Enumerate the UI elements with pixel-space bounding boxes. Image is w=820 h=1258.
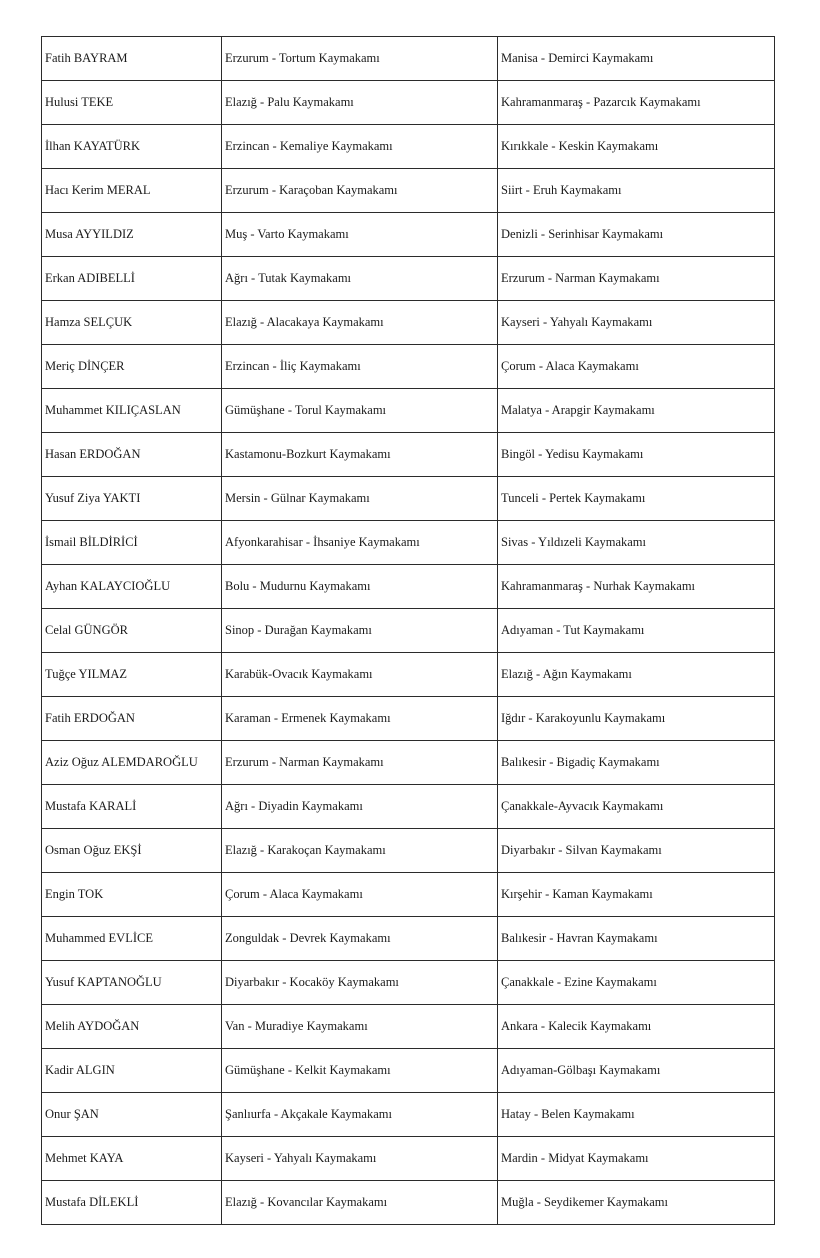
person-name-cell: Fatih ERDOĞAN xyxy=(42,697,222,741)
current-post-cell: Zonguldak - Devrek Kaymakamı xyxy=(222,917,498,961)
person-name-cell: Engin TOK xyxy=(42,873,222,917)
table-row xyxy=(42,653,775,697)
table-row xyxy=(42,81,775,125)
new-post-cell: Ankara - Kalecik Kaymakamı xyxy=(498,1005,775,1049)
new-post-cell: Kayseri - Yahyalı Kaymakamı xyxy=(498,301,775,345)
person-name-cell: Mustafa KARALİ xyxy=(42,785,222,829)
table-row xyxy=(42,521,775,565)
new-post-cell: Hatay - Belen Kaymakamı xyxy=(498,1093,775,1137)
table-row xyxy=(42,785,775,829)
current-post-cell: Çorum - Alaca Kaymakamı xyxy=(222,873,498,917)
person-name-cell: Kadir ALGIN xyxy=(42,1049,222,1093)
new-post-cell: Çorum - Alaca Kaymakamı xyxy=(498,345,775,389)
person-name-cell: Melih AYDOĞAN xyxy=(42,1005,222,1049)
person-name-cell: Aziz Oğuz ALEMDAROĞLU xyxy=(42,741,222,785)
table-row xyxy=(42,37,775,81)
new-post-cell: Sivas - Yıldızeli Kaymakamı xyxy=(498,521,775,565)
current-post-cell: Diyarbakır - Kocaköy Kaymakamı xyxy=(222,961,498,1005)
current-post-cell: Ağrı - Tutak Kaymakamı xyxy=(222,257,498,301)
table-row xyxy=(42,917,775,961)
current-post-cell: Kayseri - Yahyalı Kaymakamı xyxy=(222,1137,498,1181)
new-post-cell: Iğdır - Karakoyunlu Kaymakamı xyxy=(498,697,775,741)
table-row xyxy=(42,609,775,653)
table-row xyxy=(42,345,775,389)
new-post-cell: Balıkesir - Havran Kaymakamı xyxy=(498,917,775,961)
new-post-cell: Erzurum - Narman Kaymakamı xyxy=(498,257,775,301)
new-post-cell: Elazığ - Ağın Kaymakamı xyxy=(498,653,775,697)
new-post-cell: Adıyaman-Gölbaşı Kaymakamı xyxy=(498,1049,775,1093)
table-row xyxy=(42,477,775,521)
current-post-cell: Erzurum - Tortum Kaymakamı xyxy=(222,37,498,81)
new-post-cell: Kahramanmaraş - Nurhak Kaymakamı xyxy=(498,565,775,609)
appointment-table xyxy=(41,36,775,1225)
current-post-cell: Mersin - Gülnar Kaymakamı xyxy=(222,477,498,521)
person-name-cell: Mustafa DİLEKLİ xyxy=(42,1181,222,1225)
table-row xyxy=(42,697,775,741)
table-row xyxy=(42,389,775,433)
new-post-cell: Siirt - Eruh Kaymakamı xyxy=(498,169,775,213)
person-name-cell: Osman Oğuz EKŞİ xyxy=(42,829,222,873)
new-post-cell: Çanakkale-Ayvacık Kaymakamı xyxy=(498,785,775,829)
current-post-cell: Elazığ - Karakoçan Kaymakamı xyxy=(222,829,498,873)
current-post-cell: Muş - Varto Kaymakamı xyxy=(222,213,498,257)
current-post-cell: Erzurum - Narman Kaymakamı xyxy=(222,741,498,785)
table-row xyxy=(42,1049,775,1093)
new-post-cell: Tunceli - Pertek Kaymakamı xyxy=(498,477,775,521)
new-post-cell: Çanakkale - Ezine Kaymakamı xyxy=(498,961,775,1005)
new-post-cell: Kırşehir - Kaman Kaymakamı xyxy=(498,873,775,917)
current-post-cell: Gümüşhane - Torul Kaymakamı xyxy=(222,389,498,433)
new-post-cell: Kırıkkale - Keskin Kaymakamı xyxy=(498,125,775,169)
new-post-cell: Malatya - Arapgir Kaymakamı xyxy=(498,389,775,433)
current-post-cell: Elazığ - Kovancılar Kaymakamı xyxy=(222,1181,498,1225)
current-post-cell: Bolu - Mudurnu Kaymakamı xyxy=(222,565,498,609)
new-post-cell: Muğla - Seydikemer Kaymakamı xyxy=(498,1181,775,1225)
person-name-cell: İlhan KAYATÜRK xyxy=(42,125,222,169)
new-post-cell: Bingöl - Yedisu Kaymakamı xyxy=(498,433,775,477)
current-post-cell: Karabük-Ovacık Kaymakamı xyxy=(222,653,498,697)
table-row xyxy=(42,1005,775,1049)
person-name-cell: Tuğçe YILMAZ xyxy=(42,653,222,697)
person-name-cell: Hulusi TEKE xyxy=(42,81,222,125)
person-name-cell: Fatih BAYRAM xyxy=(42,37,222,81)
person-name-cell: Yusuf KAPTANOĞLU xyxy=(42,961,222,1005)
current-post-cell: Elazığ - Palu Kaymakamı xyxy=(222,81,498,125)
current-post-cell: Erzurum - Karaçoban Kaymakamı xyxy=(222,169,498,213)
person-name-cell: İsmail BİLDİRİCİ xyxy=(42,521,222,565)
table-row xyxy=(42,301,775,345)
table-row xyxy=(42,961,775,1005)
table-row xyxy=(42,1181,775,1225)
table-row xyxy=(42,213,775,257)
person-name-cell: Erkan ADIBELLİ xyxy=(42,257,222,301)
new-post-cell: Adıyaman - Tut Kaymakamı xyxy=(498,609,775,653)
table-row xyxy=(42,125,775,169)
current-post-cell: Erzincan - İliç Kaymakamı xyxy=(222,345,498,389)
table-row xyxy=(42,169,775,213)
new-post-cell: Mardin - Midyat Kaymakamı xyxy=(498,1137,775,1181)
table-row xyxy=(42,741,775,785)
table-row xyxy=(42,565,775,609)
current-post-cell: Elazığ - Alacakaya Kaymakamı xyxy=(222,301,498,345)
person-name-cell: Hacı Kerim MERAL xyxy=(42,169,222,213)
new-post-cell: Balıkesir - Bigadiç Kaymakamı xyxy=(498,741,775,785)
person-name-cell: Onur ŞAN xyxy=(42,1093,222,1137)
current-post-cell: Sinop - Durağan Kaymakamı xyxy=(222,609,498,653)
new-post-cell: Diyarbakır - Silvan Kaymakamı xyxy=(498,829,775,873)
current-post-cell: Van - Muradiye Kaymakamı xyxy=(222,1005,498,1049)
new-post-cell: Denizli - Serinhisar Kaymakamı xyxy=(498,213,775,257)
person-name-cell: Yusuf Ziya YAKTI xyxy=(42,477,222,521)
table-row xyxy=(42,433,775,477)
current-post-cell: Ağrı - Diyadin Kaymakamı xyxy=(222,785,498,829)
person-name-cell: Mehmet KAYA xyxy=(42,1137,222,1181)
current-post-cell: Gümüşhane - Kelkit Kaymakamı xyxy=(222,1049,498,1093)
person-name-cell: Celal GÜNGÖR xyxy=(42,609,222,653)
current-post-cell: Erzincan - Kemaliye Kaymakamı xyxy=(222,125,498,169)
new-post-cell: Kahramanmaraş - Pazarcık Kaymakamı xyxy=(498,81,775,125)
person-name-cell: Ayhan KALAYCIOĞLU xyxy=(42,565,222,609)
table-row xyxy=(42,257,775,301)
table-row xyxy=(42,1137,775,1181)
person-name-cell: Musa AYYILDIZ xyxy=(42,213,222,257)
table-row xyxy=(42,873,775,917)
current-post-cell: Afyonkarahisar - İhsaniye Kaymakamı xyxy=(222,521,498,565)
table-row xyxy=(42,1093,775,1137)
current-post-cell: Karaman - Ermenek Kaymakamı xyxy=(222,697,498,741)
person-name-cell: Meriç DİNÇER xyxy=(42,345,222,389)
person-name-cell: Muhammed EVLİCE xyxy=(42,917,222,961)
new-post-cell: Manisa - Demirci Kaymakamı xyxy=(498,37,775,81)
current-post-cell: Kastamonu-Bozkurt Kaymakamı xyxy=(222,433,498,477)
person-name-cell: Muhammet KILIÇASLAN xyxy=(42,389,222,433)
current-post-cell: Şanlıurfa - Akçakale Kaymakamı xyxy=(222,1093,498,1137)
table-row xyxy=(42,829,775,873)
person-name-cell: Hamza SELÇUK xyxy=(42,301,222,345)
person-name-cell: Hasan ERDOĞAN xyxy=(42,433,222,477)
